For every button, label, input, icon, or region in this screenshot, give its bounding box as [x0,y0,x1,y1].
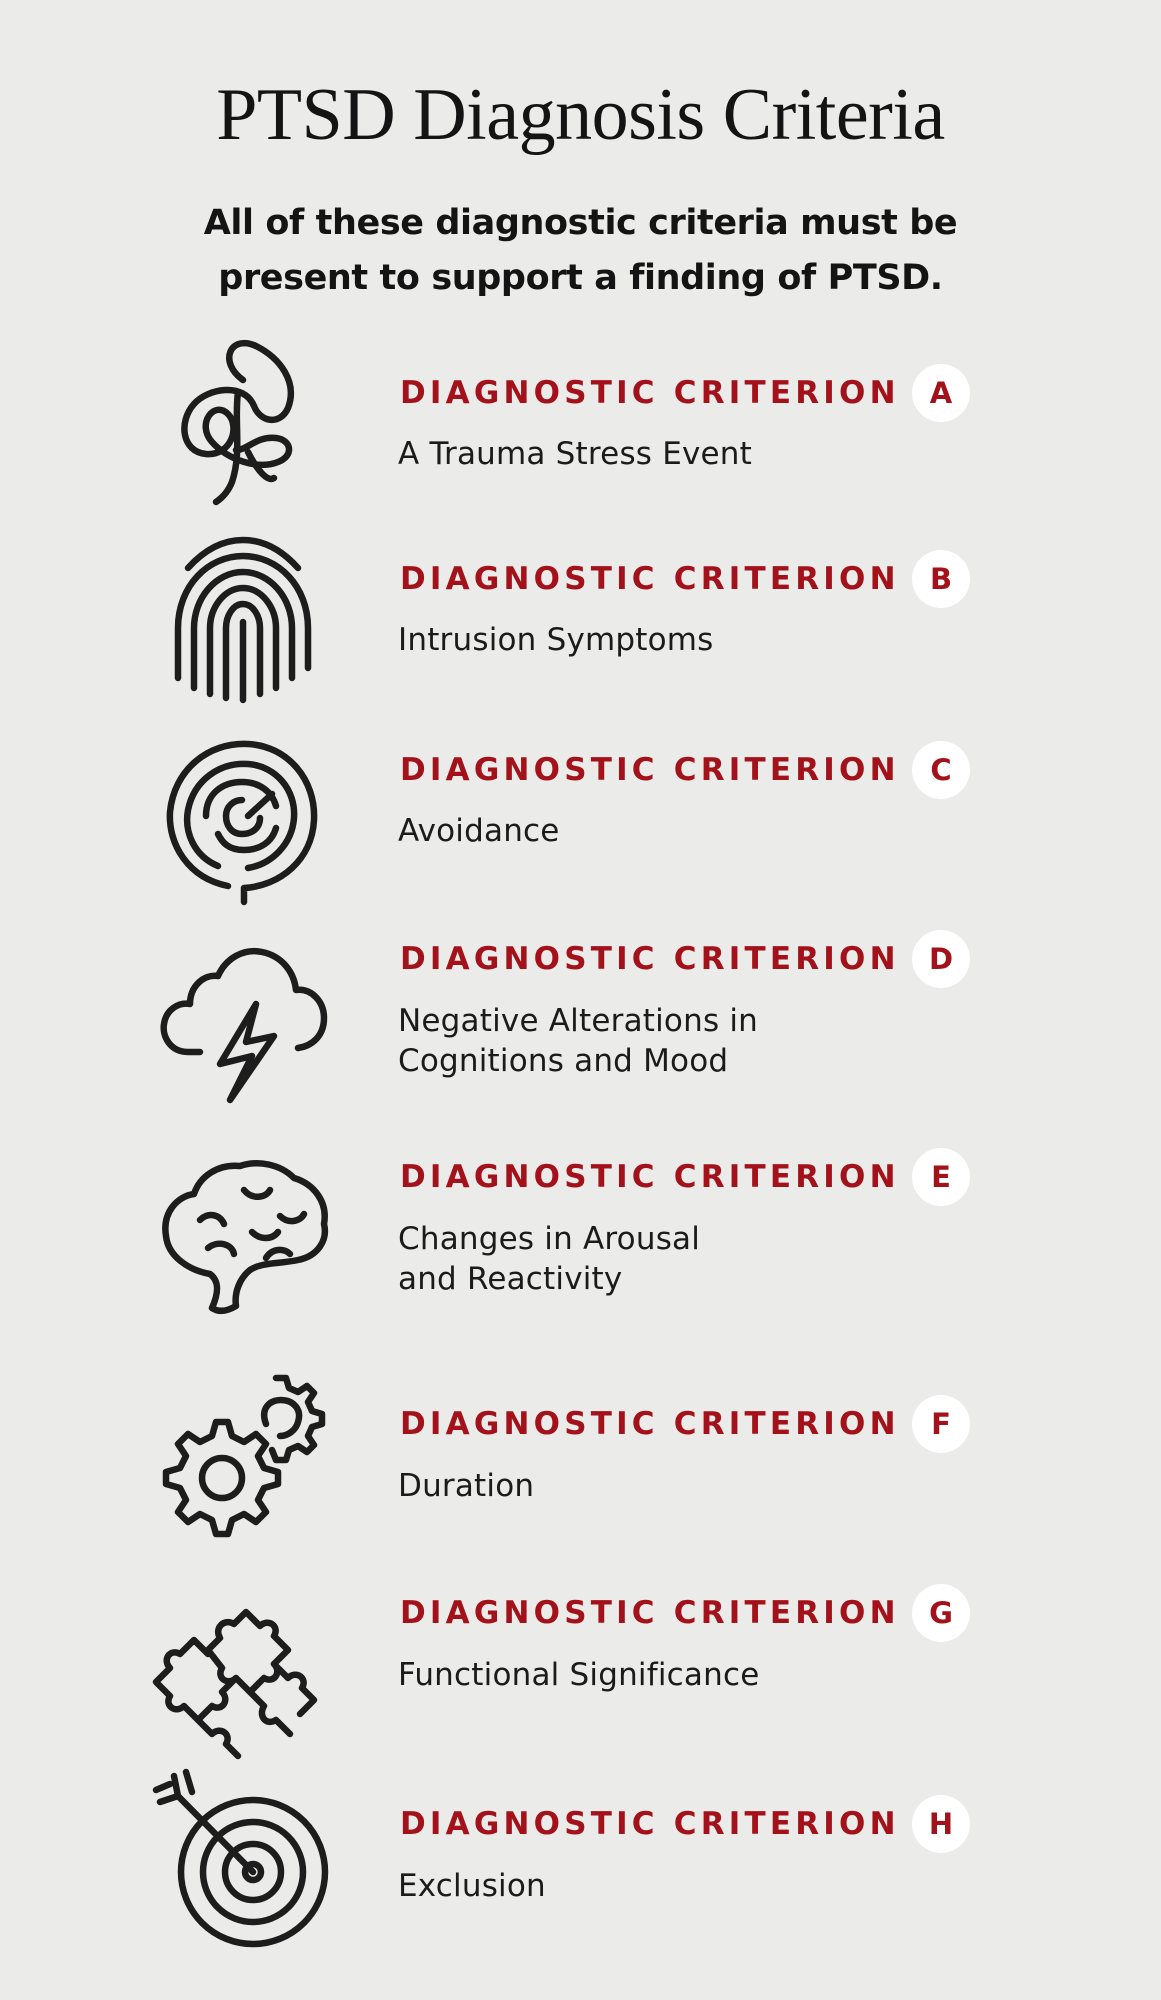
criterion-description: Functional Significance [398,1657,760,1693]
storm-cloud-icon [148,920,338,1110]
criterion-label: DIAGNOSTIC CRITERION [400,1406,900,1442]
criterion-description: Duration [398,1468,535,1504]
criterion-label: DIAGNOSTIC CRITERION [400,752,900,788]
brain-icon [148,1140,338,1330]
maze-icon [148,720,338,910]
page-subtitle: All of these diagnostic criteria must be present to support a finding of PTSD. [203,203,958,298]
gears-icon [148,1364,338,1554]
criterion-letter-badge: E [912,1148,970,1206]
criterion-label: DIAGNOSTIC CRITERION [400,1159,900,1195]
criterion-label: DIAGNOSTIC CRITERION [400,561,900,597]
criterion-description: Negative Alterations in Cognitions and Mood [398,1003,759,1079]
criterion-letter-badge: C [912,741,970,799]
target-arrow-icon [148,1764,338,1954]
criterion-description: Intrusion Symptoms [398,622,714,658]
criterion-letter-badge: G [912,1584,970,1642]
fingerprint-icon [148,528,338,718]
criterion-description: A Trauma Stress Event [398,436,753,472]
criterion-letter-badge: A [912,364,970,422]
criterion-description: Changes in Arousal and Reactivity [398,1221,701,1297]
criterion-letter-badge: B [912,550,970,608]
criterion-label: DIAGNOSTIC CRITERION [400,375,900,411]
page-title: PTSD Diagnosis Criteria [216,74,945,156]
puzzle-icon [148,1580,338,1770]
criterion-label: DIAGNOSTIC CRITERION [400,941,900,977]
criterion-label: DIAGNOSTIC CRITERION [400,1595,900,1631]
criterion-letter-badge: H [912,1795,970,1853]
criterion-letter-badge: D [912,930,970,988]
criterion-label: DIAGNOSTIC CRITERION [400,1806,900,1842]
criterion-description: Exclusion [398,1868,546,1904]
criterion-letter-badge: F [912,1395,970,1453]
tangled-line-icon [148,322,338,512]
criterion-description: Avoidance [398,813,560,849]
